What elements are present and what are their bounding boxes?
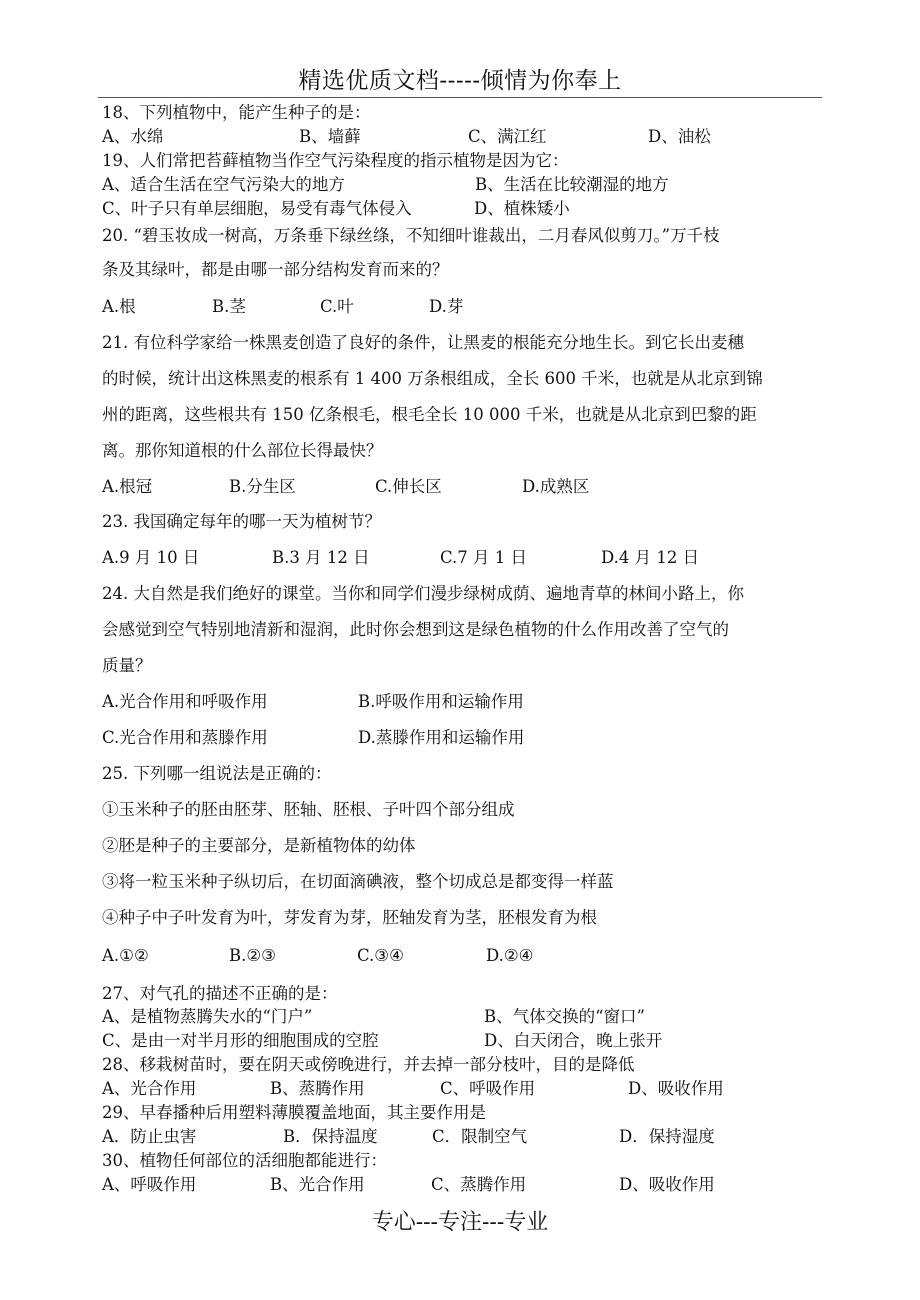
q23-stem: 23. 我国确定每年的哪一天为植树节？ <box>102 512 381 531</box>
q25-statement: ①玉米种子的胚由胚芽、胚轴、胚根、子叶四个部分组成 <box>102 800 515 819</box>
q29-option-a: A．防止虫害 <box>102 1127 197 1146</box>
q19-option-b: B、生活在比较潮湿的地方 <box>475 175 669 194</box>
q24-option-b: B.呼吸作用和运输作用 <box>358 692 524 711</box>
q24-option-c: C.光合作用和蒸滕作用 <box>102 728 268 747</box>
q19-option-a: A、适合生活在空气污染大的地方 <box>102 175 345 194</box>
q29-option-d: D．保持湿度 <box>619 1127 715 1146</box>
q27-option-a: A、是植物蒸腾失水的“门户” <box>102 1007 313 1026</box>
q18-option-c: C、满江红 <box>468 127 547 146</box>
q27-option-d: D、白天闭合，晚上张开 <box>484 1031 663 1050</box>
q27-option-b: B、气体交换的“窗口” <box>484 1007 645 1026</box>
header-divider <box>98 97 822 98</box>
q28-stem: 28、移栽树苗时，要在阴天或傍晚进行，并去掉一部分枝叶，目的是降低 <box>102 1055 635 1074</box>
q19-stem: 19、人们常把苔藓植物当作空气污染程度的指示植物是因为它： <box>102 151 569 170</box>
q23-option-b: B.3 月 12 日 <box>272 548 370 567</box>
q20-option-b: B.茎 <box>212 297 246 316</box>
q21-option-d: D.成熟区 <box>522 477 590 496</box>
q19-option-d: D、植株矮小 <box>474 199 570 218</box>
q24-option-d: D.蒸滕作用和运输作用 <box>358 728 525 747</box>
q23-option-d: D.4 月 12 日 <box>601 548 700 567</box>
q24-option-a: A.光合作用和呼吸作用 <box>102 692 268 711</box>
q28-option-b: B、蒸腾作用 <box>270 1079 365 1098</box>
q20-stem-line: 条及其绿叶，都是由哪一部分结构发育而来的？ <box>102 260 449 279</box>
q21-stem-line: 的时候，统计出这株黑麦的根系有 1 400 万条根组成，全长 600 千米，也就是从北京到锦 <box>102 369 763 388</box>
q25-option-a: A.①② <box>102 946 149 965</box>
q25-statement: ④种子中子叶发育为叶，芽发育为芽，胚轴发育为茎，胚根发育为根 <box>102 908 597 927</box>
q20-option-c: C.叶 <box>320 297 354 316</box>
q28-option-a: A、光合作用 <box>102 1079 197 1098</box>
q30-option-a: A、呼吸作用 <box>102 1175 197 1194</box>
q25-option-c: C.③④ <box>357 946 404 965</box>
q27-option-c: C、是由一对半月形的细胞围成的空腔 <box>102 1031 379 1050</box>
q20-option-d: D.芽 <box>429 297 464 316</box>
q30-stem: 30、植物任何部位的活细胞都能进行： <box>102 1151 387 1170</box>
q19-option-c: C、叶子只有单层细胞，易受有毒气体侵入 <box>102 199 412 218</box>
q20-option-a: A.根 <box>102 297 136 316</box>
q24-stem-line: 24. 大自然是我们绝好的课堂。当你和同学们漫步绿树成荫、遍地青草的林间小路上，你 <box>102 584 744 603</box>
q29-option-c: C．限制空气 <box>432 1127 528 1146</box>
page-header: 精选优质文档-----倾情为你奉上 <box>298 68 622 94</box>
q18-stem: 18、下列植物中，能产生种子的是： <box>102 103 371 122</box>
q28-option-c: C、呼吸作用 <box>440 1079 536 1098</box>
q21-stem-line: 离。那你知道根的什么部位长得最快？ <box>102 441 383 460</box>
q18-option-b: B、墙藓 <box>299 127 361 146</box>
q25-stem: 25. 下列哪一组说法是正确的： <box>102 764 332 783</box>
q23-option-c: C.7 月 1 日 <box>440 548 528 567</box>
q30-option-c: C、蒸腾作用 <box>431 1175 527 1194</box>
q29-stem: 29、早春播种后用塑料薄膜覆盖地面，其主要作用是 <box>102 1103 486 1122</box>
q28-option-d: D、吸收作用 <box>628 1079 724 1098</box>
q21-stem-line: 21. 有位科学家给一株黑麦创造了良好的条件，让黑麦的根能充分地生长。到它长出麦穗 <box>102 333 744 352</box>
q21-option-a: A.根冠 <box>102 477 153 496</box>
q29-option-b: B．保持温度 <box>283 1127 378 1146</box>
q25-statement: ②胚是种子的主要部分，是新植物体的幼体 <box>102 836 416 855</box>
page-footer: 专心---专注---专业 <box>371 1210 549 1235</box>
q20-stem-line: 20. “碧玉妆成一树高，万条垂下绿丝绦，不知细叶谁裁出，二月春风似剪刀。”万千枝 <box>102 226 720 245</box>
q21-option-b: B.分生区 <box>229 477 296 496</box>
q25-option-d: D.②④ <box>486 946 534 965</box>
q18-option-a: A、水绵 <box>102 127 164 146</box>
q21-stem-line: 州的距离，这些根共有 150 亿条根毛，根毛全长 10 000 千米，也就是从北京到巴黎的距 <box>102 405 757 424</box>
q24-stem-line: 会感觉到空气特别地清新和湿润，此时你会想到这是绿色植物的什么作用改善了空气的 <box>102 620 729 639</box>
q25-option-b: B.②③ <box>229 946 276 965</box>
q24-stem-line: 质量？ <box>102 656 152 675</box>
q23-option-a: A.9 月 10 日 <box>102 548 200 567</box>
q27-stem: 27、对气孔的描述不正确的是： <box>102 984 338 1003</box>
q30-option-d: D、吸收作用 <box>619 1175 715 1194</box>
q25-statement: ③将一粒玉米种子纵切后，在切面滴碘液，整个切成总是都变得一样蓝 <box>102 872 614 891</box>
q18-option-d: D、油松 <box>648 127 711 146</box>
q30-option-b: B、光合作用 <box>270 1175 365 1194</box>
q21-option-c: C.伸长区 <box>375 477 442 496</box>
